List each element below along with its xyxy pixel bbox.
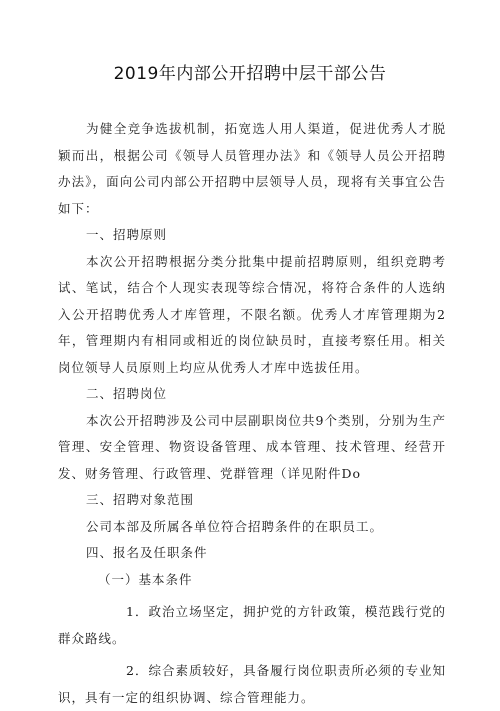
section-heading-eligibility-scope: 三、招聘对象范围 — [86, 492, 195, 507]
section-heading-requirements: 四、报名及任职条件 — [86, 545, 208, 560]
requirement-item-2: 2．综合素质较好，具备履行岗位职责所必须的专业知识，具有一定的组织协调、综合管理能力。 — [58, 663, 446, 705]
section-text-positions: 本次公开招聘涉及公司中层副职岗位共9个类别，分别为生产管理、安全管理、物资设备管理、成本管理、技术管理、经营开发、财务管理、行政管理、党群管理（详见附件Do — [58, 412, 446, 481]
intro-paragraph: 为健全竞争选拔机制，拓宽选人用人渠道，促进优秀人才脱颖而出，根据公司《领导人员管理办法》和《领导人员公开招聘办法》，面向公司内部公开招聘中层领导人员，现将有关事宜公告如下： — [58, 121, 446, 216]
section-text-eligibility-scope: 公司本部及所属各单位符合招聘条件的在职员工。 — [86, 518, 384, 534]
section-heading-principles: 一、招聘原则 — [86, 227, 168, 242]
requirement-item-1: 1．政治立场坚定，拥护党的方针政策，模范践行党的群众路线。 — [58, 604, 446, 646]
document-title: 2019年内部公开招聘中层干部公告 — [113, 64, 387, 84]
section-text-principles: 本次公开招聘根据分类分批集中提前招聘原则，组织竞聘考试、笔试，结合个人现实表现等综合情况，将符合条件的人选纳入公开招聘优秀人才库管理，不限名额。优秀人才库管理期为2年，管理期内有相同或相近的岗位缺员时，直接考察任用。相关岗位领导人员原则上均应从优秀人才库中选拔任用。 — [58, 253, 446, 375]
document-body — [58, 116, 446, 711]
section-heading-positions: 二、招聘岗位 — [86, 386, 168, 401]
sub-heading-basic-conditions: （一）基本条件 — [98, 571, 193, 587]
